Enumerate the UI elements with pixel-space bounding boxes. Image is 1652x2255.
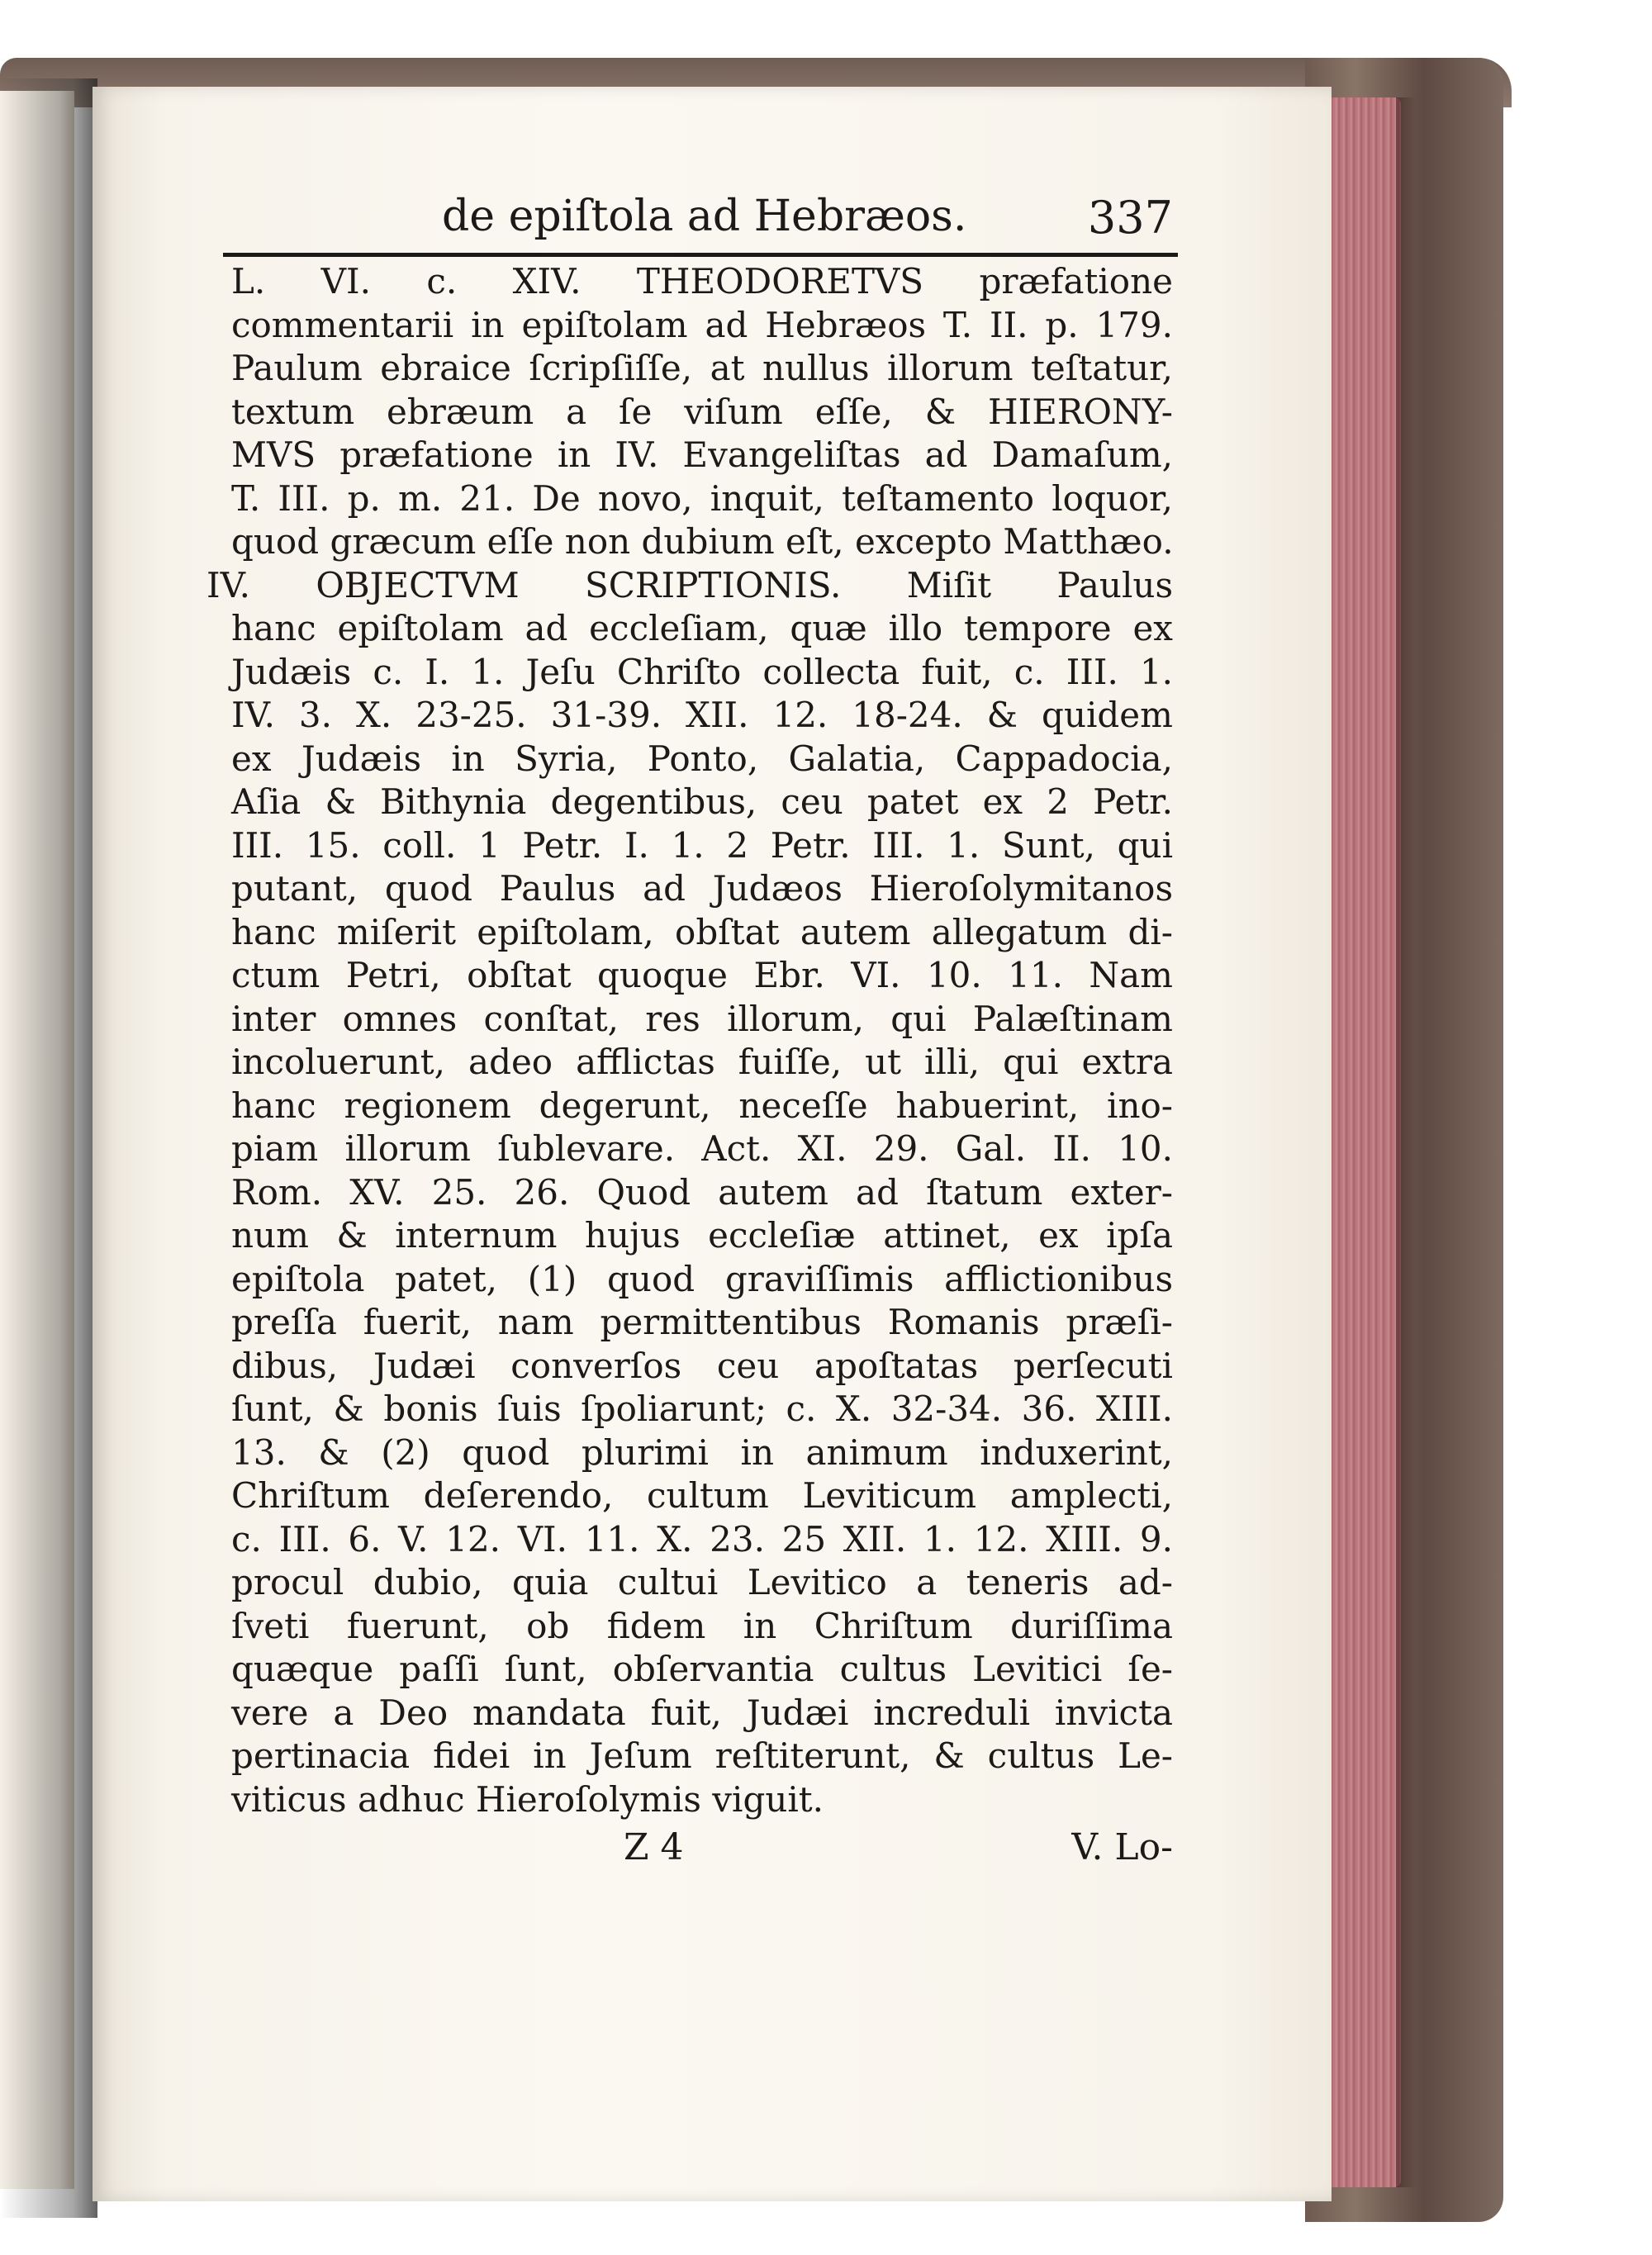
text-line: Chriſtum deſerendo, cultum Leviticum amplecti, <box>231 1475 1173 1516</box>
fore-edge-shadow <box>1396 97 1416 2187</box>
running-head <box>231 183 1173 253</box>
text-line: quæque paſſi ſunt, obſervantia cultus Levitici ſe- <box>231 1649 1173 1689</box>
text-line: Judæis c. I. 1. Jeſu Chriſto collecta fuit, c. III. 1. <box>231 651 1173 692</box>
text-line: c. III. 6. V. 12. VI. 11. X. 23. 25 XII. 1. 12. XIII. 9. <box>231 1518 1173 1560</box>
text-line: hanc regionem degerunt, neceſſe habuerint, ino- <box>231 1085 1173 1126</box>
page-number: 337 <box>1087 192 1173 244</box>
running-title: de epiſtola ad Hebræos. <box>442 192 967 241</box>
text-line: ctum Petri, obſtat quoque Ebr. VI. 10. 11. Nam <box>231 955 1173 995</box>
text-block <box>206 183 1174 1876</box>
text-line: procul dubio, quia cultui Levitico a teneris ad- <box>231 1562 1173 1602</box>
body-text <box>206 260 1174 1821</box>
text-line: commentarii in epiſtolam ad Hebræos T. II. p. 179. <box>231 304 1173 345</box>
text-line: L. VI. c. XIV. THEODORETVS præfatione <box>231 261 1173 301</box>
text-line: III. 15. coll. 1 Petr. I. 1. 2 Petr. III. 1. Sunt, qui <box>231 824 1173 866</box>
text-line: epiſtola patet, (1) quod graviſſimis afflictionibus <box>231 1258 1173 1299</box>
section-heading-line: IV. OBJECTVM SCRIPTIONIS. Miſit Paulus <box>206 564 1173 605</box>
text-line: ex Judæis in Syria, Ponto, Galatia, Cappadocia, <box>231 738 1173 779</box>
text-line: T. III. p. m. 21. De novo, inquit, teſtamento loquor, <box>231 477 1173 519</box>
text-line: hanc epiſtolam ad eccleſiam, quæ illo tempore ex <box>231 608 1173 648</box>
text-line: 13. & (2) quod plurimi in animum induxerint, <box>231 1431 1173 1473</box>
catchword: V. Lo- <box>1071 1826 1173 1868</box>
text-line: vere a Deo mandata fuit, Judæi increduli invicta <box>231 1692 1173 1733</box>
text-line: IV. 3. X. 23-25. 31-39. XII. 12. 18-24. & quidem <box>231 695 1173 735</box>
left-page-edge <box>0 91 74 2189</box>
text-line-last: viticus adhuc Hieroſolymis viguit. <box>231 1778 824 1820</box>
text-line: ſveti fuerunt, ob fidem in Chriſtum duriſſima <box>231 1605 1173 1646</box>
text-line: ſunt, & bonis ſuis ſpoliarunt; c. X. 32-34. 36. XIII. <box>231 1389 1173 1429</box>
text-line: hanc miſerit epiſtolam, obſtat autem allegatum di- <box>231 911 1173 952</box>
text-line: pertinacia fidei in Jeſum reſtiterunt, & cultus Le- <box>231 1735 1173 1776</box>
text-line: preſſa fuerit, nam permittentibus Romanis præſi- <box>231 1302 1173 1342</box>
text-line: textum ebræum a ſe viſum eſſe, & HIERONY- <box>231 391 1173 432</box>
text-line: Rom. XV. 25. 26. Quod autem ad ſtatum exter- <box>231 1171 1173 1213</box>
text-line: incoluerunt, adeo afflictas fuiſſe, ut illi, qui extra <box>231 1042 1173 1082</box>
text-line: inter omnes conſtat, res illorum, qui Palæſtinam <box>231 998 1173 1039</box>
signature-mark: Z 4 <box>624 1826 684 1868</box>
text-line: dibus, Judæi converſos ceu apoſtatas perſecuti <box>231 1345 1173 1386</box>
text-line: num & internum hujus eccleſiæ attinet, ex ipſa <box>231 1215 1173 1256</box>
text-line: Paulum ebraice ſcripſiſſe, at nullus illorum teſtatur, <box>231 348 1173 388</box>
text-line: quod græcum eſſe non dubium eſt, excepto Matthæo. <box>231 521 1174 562</box>
red-fore-edge <box>1327 97 1401 2187</box>
text-line: putant, quod Paulus ad Judæos Hieroſolymitanos <box>231 868 1173 909</box>
text-line: piam illorum ſublevare. Act. XI. 29. Gal. II. 10. <box>231 1128 1173 1169</box>
text-line: MVS præfatione in IV. Evangeliſtas ad Damaſum, <box>231 434 1173 475</box>
text-line: Aſia & Bithynia degentibus, ceu patet ex 2 Petr. <box>231 781 1173 822</box>
page-footer <box>231 1826 1173 1876</box>
head-rule <box>223 253 1178 257</box>
